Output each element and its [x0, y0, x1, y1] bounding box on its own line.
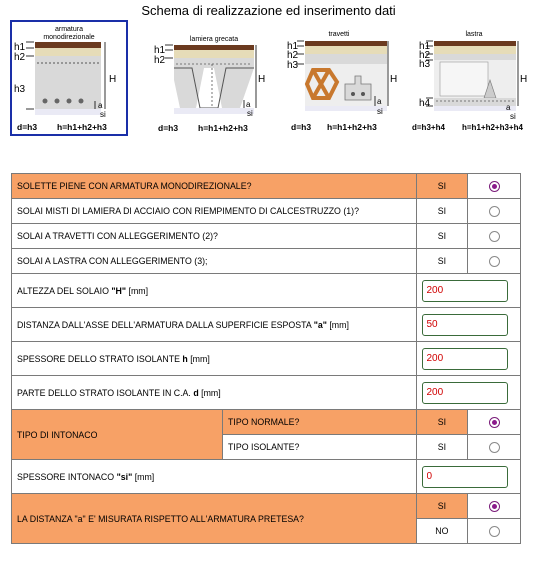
intonaco-row-normale — [12, 410, 521, 435]
type-choice: SI — [416, 199, 468, 224]
field-row-spessore-intonaco — [12, 460, 521, 494]
diagram-lamiera-grecata[interactable] — [152, 20, 270, 136]
pretesa-choice-no: NO — [416, 519, 468, 544]
diagram-4-h1: h1 — [419, 41, 431, 52]
altezza-input[interactable] — [422, 280, 508, 302]
type-row — [12, 224, 521, 249]
diagram-3-formula-d: d=h3 — [291, 122, 312, 132]
diagram-3-svg — [287, 20, 401, 134]
field-row-altezza — [12, 274, 521, 308]
intonaco-label: TIPO DI INTONACO — [12, 410, 223, 460]
diagram-4-si: si — [510, 112, 516, 121]
pretesa-radio-cell — [468, 519, 521, 544]
spessore-intonaco-input[interactable] — [422, 466, 508, 488]
diagram-1-caption-l2: monodirezionale — [43, 34, 95, 41]
type-radio-cell — [468, 174, 521, 199]
diagram-4-h2: h2 — [419, 50, 431, 61]
intonaco-radio-cell — [468, 410, 521, 435]
pretesa-radio-si[interactable] — [489, 501, 500, 512]
parte-isolante-label: PARTE DELLO STRATO ISOLANTE IN C.A. d [mm] — [12, 376, 417, 410]
distanza-label: DISTANZA DALL'ASSE DELL'ARMATURA DALLA SUPERFICIE ESPOSTA "a" [mm] — [12, 308, 417, 342]
intonaco-radio-normale[interactable] — [489, 417, 500, 428]
spessore-isolante-input[interactable] — [422, 348, 508, 370]
diagram-1-a: a — [98, 101, 103, 110]
diagram-3-a: a — [377, 97, 382, 106]
diagram-2-formula-h: h=h1+h2+h3 — [198, 123, 248, 133]
diagram-travetti[interactable] — [287, 20, 401, 136]
diagram-1-h2: h2 — [14, 52, 26, 63]
diagram-3-h1: h1 — [287, 41, 299, 52]
type-radio-cell — [468, 249, 521, 274]
diagram-1-h3: h3 — [14, 84, 26, 95]
diagram-1-caption-l1: armatura — [54, 26, 84, 33]
page-title: Schema di realizzazione ed inserimento dati — [141, 3, 396, 18]
diagram-3-caption: travetti — [328, 31, 350, 38]
type-label: SOLAI A TRAVETTI CON ALLEGGERIMENTO (2)? — [12, 224, 417, 249]
intonaco-radio-isolante[interactable] — [489, 442, 500, 453]
diagram-3-formula-h: h=h1+h2+h3 — [327, 122, 377, 132]
diagram-1-h1: h1 — [14, 42, 26, 53]
diagram-1-formula-d: d=h3 — [17, 122, 38, 132]
intonaco-option-choice: SI — [416, 410, 468, 435]
parte-isolante-input-cell — [416, 376, 521, 410]
diagram-4-formula-h: h=h1+h2+h3+h4 — [462, 123, 523, 132]
diagram-3-h3: h3 — [287, 60, 299, 71]
type-label: SOLAI MISTI DI LAMIERA DI ACCIAIO CON RIEMPIMENTO DI CALCESTRUZZO (1)? — [12, 199, 417, 224]
intonaco-option-choice: SI — [416, 435, 468, 460]
type-label: SOLAI A LASTRA CON ALLEGGERIMENTO (3); — [12, 249, 417, 274]
diagram-2-caption: lamiera grecata — [189, 36, 239, 43]
diagram-2-svg — [152, 20, 270, 134]
type-radio-solette[interactable] — [489, 181, 500, 192]
diagram-4-h4: h4 — [419, 98, 431, 109]
distanza-input-cell — [416, 308, 521, 342]
diagram-4-caption: lastra — [465, 31, 483, 38]
parte-isolante-input[interactable] — [422, 382, 508, 404]
type-radio-cell — [468, 199, 521, 224]
altezza-label: ALTEZZA DEL SOLAIO "H" [mm] — [12, 274, 417, 308]
diagram-1-H: H — [109, 74, 117, 85]
pretesa-row-si — [12, 494, 521, 519]
spessore-isolante-input-cell — [416, 342, 521, 376]
pretesa-radio-no[interactable] — [489, 526, 500, 537]
diagram-2-formula-d: d=h3 — [158, 123, 179, 133]
type-row — [12, 174, 521, 199]
diagram-1-svg — [12, 22, 126, 134]
diagram-4-a: a — [506, 103, 511, 112]
diagram-4-h3: h3 — [419, 59, 431, 70]
diagram-4-H: H — [520, 74, 528, 85]
intonaco-option-label: TIPO NORMALE? — [223, 410, 416, 435]
diagram-3-si: si — [377, 107, 383, 116]
data-entry-table — [11, 173, 521, 544]
type-choice: SI — [416, 224, 468, 249]
diagram-4-svg — [410, 20, 535, 134]
field-row-spessore-isolante — [12, 342, 521, 376]
diagram-2-si: si — [247, 109, 253, 118]
intonaco-option-label: TIPO ISOLANTE? — [223, 435, 416, 460]
spessore-isolante-label: SPESSORE DELLO STRATO ISOLANTE h [mm] — [12, 342, 417, 376]
diagram-2-h1: h1 — [154, 45, 166, 56]
diagram-1-formula-h: h=h1+h2+h3 — [57, 122, 107, 132]
type-radio-lastra[interactable] — [489, 256, 500, 267]
field-row-distanza — [12, 308, 521, 342]
diagram-2-H: H — [258, 74, 266, 85]
spessore-intonaco-input-cell — [416, 460, 521, 494]
intonaco-radio-cell — [468, 435, 521, 460]
diagram-armatura-monodirezionale[interactable] — [10, 20, 128, 136]
type-radio-cell — [468, 224, 521, 249]
type-row — [12, 199, 521, 224]
type-choice: SI — [416, 249, 468, 274]
diagram-1-si: si — [100, 110, 106, 119]
diagram-3-H: H — [390, 74, 398, 85]
diagram-lastra[interactable] — [410, 20, 535, 136]
type-row — [12, 249, 521, 274]
diagram-3-h2: h2 — [287, 50, 299, 61]
type-radio-lamiera[interactable] — [489, 206, 500, 217]
pretesa-radio-cell — [468, 494, 521, 519]
pretesa-label: LA DISTANZA "a" E' MISURATA RISPETTO ALL'ARMATURA PRETESA? — [12, 494, 417, 544]
diagram-4-formula-d: d=h3+h4 — [412, 123, 445, 132]
type-choice: SI — [416, 174, 468, 199]
type-radio-travetti[interactable] — [489, 231, 500, 242]
diagram-2-a: a — [246, 100, 251, 109]
distanza-input[interactable] — [422, 314, 508, 336]
spessore-intonaco-label: SPESSORE INTONACO "si" [mm] — [12, 460, 417, 494]
type-label: SOLETTE PIENE CON ARMATURA MONODIREZIONALE? — [12, 174, 417, 199]
diagram-2-h2: h2 — [154, 55, 166, 66]
field-row-parte-isolante — [12, 376, 521, 410]
pretesa-choice-si: SI — [416, 494, 468, 519]
altezza-input-cell — [416, 274, 521, 308]
